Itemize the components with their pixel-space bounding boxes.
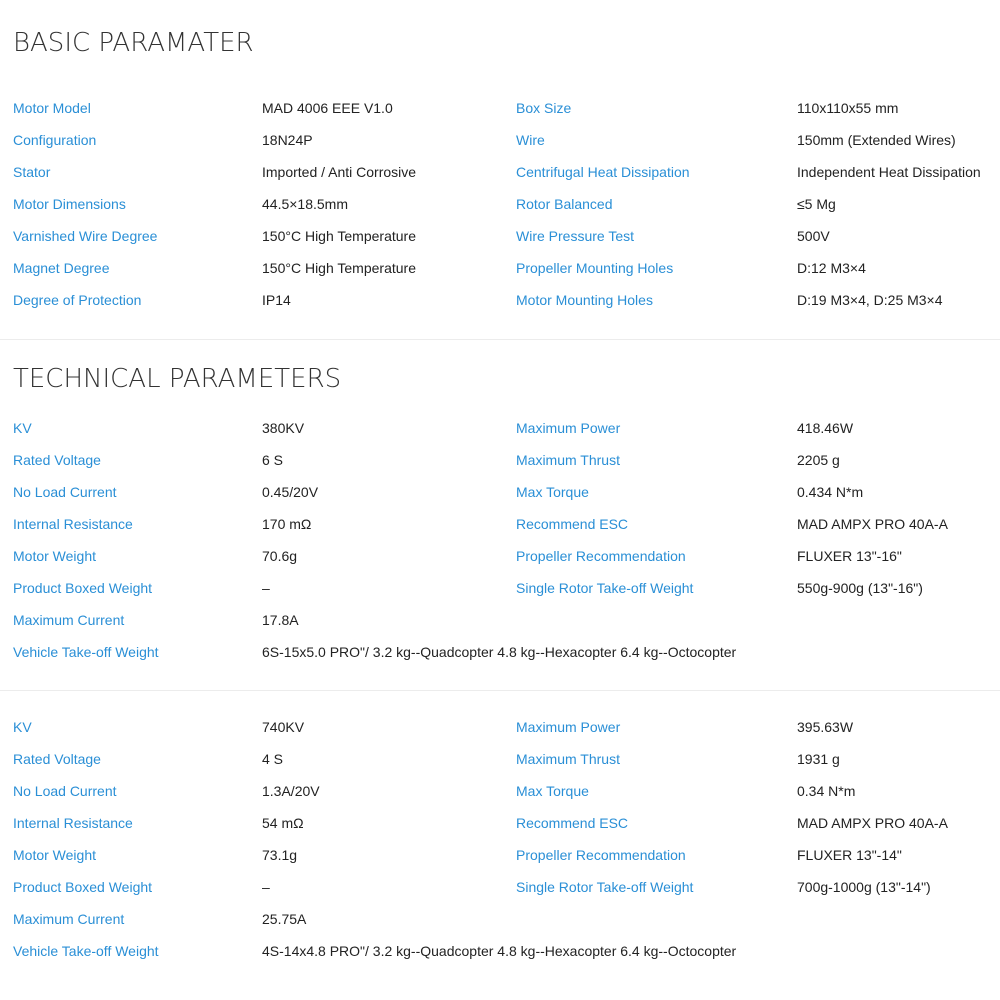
table-row bbox=[0, 814, 1000, 838]
param-value: 150°C High Temperature bbox=[262, 260, 416, 276]
table-row bbox=[0, 483, 1000, 507]
param-value: 18N24P bbox=[262, 132, 313, 148]
param-value: 418.46W bbox=[797, 420, 854, 436]
param-label: Maximum Power bbox=[516, 719, 621, 735]
param-value: 0.45/20V bbox=[262, 484, 319, 500]
table-row bbox=[0, 99, 1000, 123]
table-row bbox=[0, 846, 1000, 870]
table-row bbox=[0, 419, 1000, 443]
table-row bbox=[0, 579, 1000, 603]
param-value: ≤5 Mg bbox=[797, 196, 836, 212]
param-label: Maximum Thrust bbox=[516, 751, 620, 767]
table-row bbox=[0, 163, 1000, 187]
param-label: Recommend ESC bbox=[516, 516, 629, 532]
param-value: 395.63W bbox=[797, 719, 854, 735]
table-row bbox=[0, 515, 1000, 539]
table-row bbox=[0, 782, 1000, 806]
param-label: KV bbox=[13, 420, 32, 436]
param-label: Max Torque bbox=[516, 783, 589, 799]
param-value: 0.434 N*m bbox=[797, 484, 864, 500]
param-value: 740KV bbox=[262, 719, 305, 735]
param-label: Motor Mounting Holes bbox=[516, 292, 653, 308]
table-row bbox=[0, 942, 1000, 966]
param-label: Internal Resistance bbox=[13, 516, 133, 532]
param-value: 4 S bbox=[262, 751, 284, 767]
param-label: Vehicle Take-off Weight bbox=[13, 943, 159, 959]
param-label: Recommend ESC bbox=[516, 815, 629, 831]
table-row bbox=[0, 878, 1000, 902]
param-label: Degree of Protection bbox=[13, 292, 142, 308]
param-label: Maximum Power bbox=[516, 420, 621, 436]
table-row bbox=[0, 195, 1000, 219]
table-row bbox=[0, 547, 1000, 571]
param-label: Centrifugal Heat Dissipation bbox=[516, 164, 690, 180]
param-value: – bbox=[262, 879, 270, 895]
param-label: Single Rotor Take-off Weight bbox=[516, 580, 694, 596]
param-value: 2205 g bbox=[797, 452, 840, 468]
param-label: Product Boxed Weight bbox=[13, 580, 153, 596]
param-label: Single Rotor Take-off Weight bbox=[516, 879, 694, 895]
param-value: FLUXER 13"-16" bbox=[797, 548, 902, 564]
param-label: No Load Current bbox=[13, 484, 117, 500]
param-value: 6S-15x5.0 PRO"/ 3.2 kg--Quadcopter 4.8 kg--Hexacopter 6.4 kg--Octocopter bbox=[262, 644, 737, 660]
param-value: 25.75A bbox=[262, 911, 307, 927]
param-value: 70.6g bbox=[262, 548, 298, 564]
table-row bbox=[0, 750, 1000, 774]
param-label: Max Torque bbox=[516, 484, 589, 500]
param-label: Rotor Balanced bbox=[516, 196, 613, 212]
param-value: D:19 M3×4, D:25 M3×4 bbox=[797, 292, 943, 308]
param-value: 1.3A/20V bbox=[262, 783, 320, 799]
basic-section-title: BASIC PARAMATER bbox=[13, 28, 254, 58]
param-value: 150mm (Extended Wires) bbox=[797, 132, 956, 148]
param-label: Propeller Recommendation bbox=[516, 548, 686, 564]
param-value: MAD AMPX PRO 40A-A bbox=[797, 815, 948, 831]
param-label: Rated Voltage bbox=[13, 751, 101, 767]
param-label: Motor Weight bbox=[13, 548, 96, 564]
param-value: 6 S bbox=[262, 452, 284, 468]
param-label: Product Boxed Weight bbox=[13, 879, 153, 895]
param-value: 0.34 N*m bbox=[797, 783, 856, 799]
table-row bbox=[0, 451, 1000, 475]
param-value: 17.8A bbox=[262, 612, 299, 628]
param-label: Propeller Recommendation bbox=[516, 847, 686, 863]
table-row bbox=[0, 718, 1000, 742]
table-row bbox=[0, 643, 1000, 667]
param-label: Maximum Thrust bbox=[516, 452, 620, 468]
param-label: Motor Model bbox=[13, 100, 91, 116]
param-value: – bbox=[262, 580, 270, 596]
param-label: No Load Current bbox=[13, 783, 117, 799]
param-value: Independent Heat Dissipation bbox=[797, 164, 981, 180]
param-value: 550g-900g (13"-16") bbox=[797, 580, 923, 596]
param-label: Varnished Wire Degree bbox=[13, 228, 158, 244]
param-value: 150°C High Temperature bbox=[262, 228, 416, 244]
param-label: Propeller Mounting Holes bbox=[516, 260, 674, 276]
param-label: Maximum Current bbox=[13, 612, 125, 628]
param-label: Box Size bbox=[516, 100, 572, 116]
param-value: 700g-1000g (13"-14") bbox=[797, 879, 931, 895]
param-value: MAD AMPX PRO 40A-A bbox=[797, 516, 948, 532]
param-value: D:12 M3×4 bbox=[797, 260, 866, 276]
param-value: 1931 g bbox=[797, 751, 840, 767]
param-label: Internal Resistance bbox=[13, 815, 133, 831]
param-value: IP14 bbox=[262, 292, 291, 308]
table-row bbox=[0, 291, 1000, 315]
param-label: Vehicle Take-off Weight bbox=[13, 644, 159, 660]
param-label: Rated Voltage bbox=[13, 452, 101, 468]
param-value: 500V bbox=[797, 228, 830, 244]
param-label: Wire Pressure Test bbox=[516, 228, 634, 244]
param-label: KV bbox=[13, 719, 32, 735]
section-divider bbox=[0, 690, 1000, 691]
section-divider bbox=[0, 339, 1000, 340]
param-label: Configuration bbox=[13, 132, 97, 148]
param-value: 44.5×18.5mm bbox=[262, 196, 348, 212]
param-label: Motor Weight bbox=[13, 847, 96, 863]
param-label: Stator bbox=[13, 164, 51, 180]
table-row bbox=[0, 259, 1000, 283]
param-value: 170 mΩ bbox=[262, 516, 312, 532]
table-row bbox=[0, 910, 1000, 934]
table-row bbox=[0, 611, 1000, 635]
param-value: 380KV bbox=[262, 420, 305, 436]
param-label: Wire bbox=[516, 132, 545, 148]
param-label: Motor Dimensions bbox=[13, 196, 126, 212]
param-value: FLUXER 13"-14" bbox=[797, 847, 902, 863]
table-row bbox=[0, 227, 1000, 251]
param-value: 110x110x55 mm bbox=[797, 100, 899, 116]
param-value: Imported / Anti Corrosive bbox=[262, 164, 417, 180]
technical-section-title: TECHNICAL PARAMETERS bbox=[13, 364, 342, 394]
table-row bbox=[0, 131, 1000, 155]
param-value: MAD 4006 EEE V1.0 bbox=[262, 100, 393, 116]
param-label: Maximum Current bbox=[13, 911, 125, 927]
param-label: Magnet Degree bbox=[13, 260, 110, 276]
param-value: 54 mΩ bbox=[262, 815, 304, 831]
param-value: 4S-14x4.8 PRO"/ 3.2 kg--Quadcopter 4.8 kg--Hexacopter 6.4 kg--Octocopter bbox=[262, 943, 737, 959]
param-value: 73.1g bbox=[262, 847, 298, 863]
